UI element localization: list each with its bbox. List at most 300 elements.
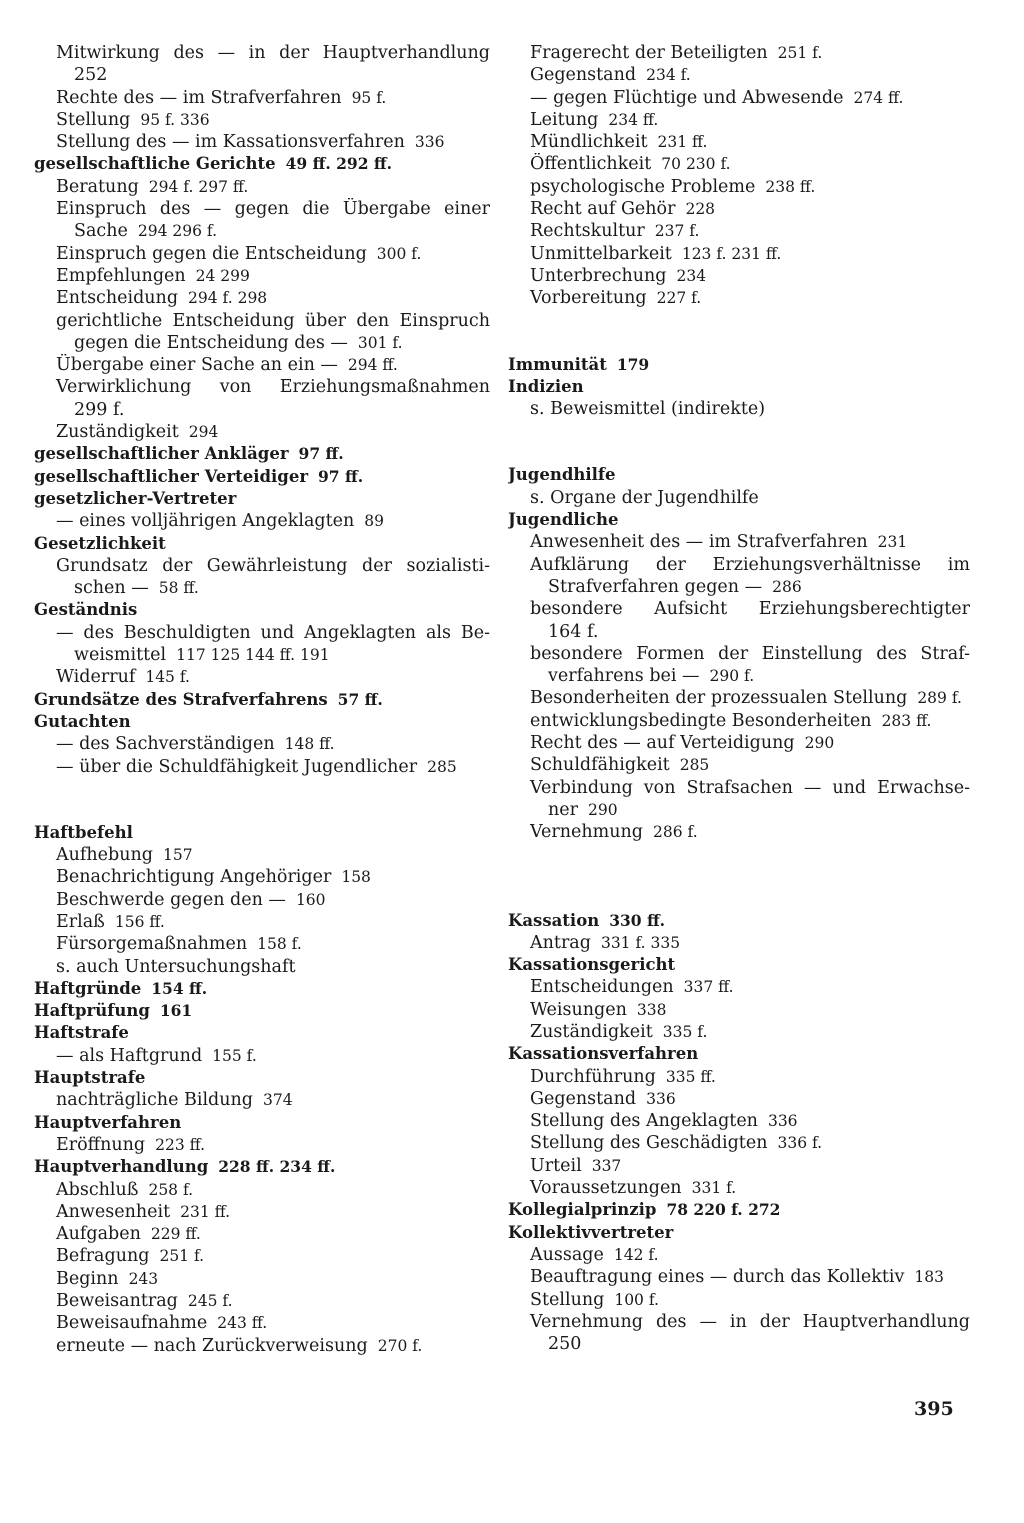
index-subentry	[34, 131, 490, 153]
index-subentry	[34, 421, 490, 443]
index-subentry	[34, 911, 490, 933]
page-reference: 294 f. 298	[188, 289, 268, 308]
page-reference: 290	[588, 800, 618, 819]
index-continuation	[34, 399, 490, 421]
index-subentry	[34, 109, 490, 131]
page-reference: 89	[364, 512, 384, 531]
page-reference: 286 f.	[653, 823, 698, 842]
entry-text: s. Beweismittel (indirekte)	[530, 399, 766, 420]
page-reference: 331 f.	[691, 1179, 737, 1198]
index-subentry	[508, 243, 970, 265]
page-reference: 158	[341, 868, 371, 887]
index-heading	[34, 822, 490, 844]
entry-text: gesetzlicher-Vertreter	[34, 488, 237, 508]
page-reference: 161	[159, 1001, 193, 1021]
entry-text: Beweisaufnahme	[56, 1313, 208, 1334]
page-reference: 238 ff.	[765, 177, 816, 196]
index-subentry	[34, 956, 490, 978]
entry-text: Schuldfähigkeit	[530, 755, 670, 776]
entry-text: gesellschaftlicher Verteidiger	[34, 466, 309, 486]
page-reference: 243	[128, 1269, 159, 1288]
index-subentry	[34, 733, 490, 755]
entry-text: — des Beschuldigten und Angeklagten als Be-	[56, 622, 490, 643]
page-reference: 223 ff.	[155, 1135, 206, 1154]
page-reference: 145 f.	[145, 668, 190, 687]
index-subentry	[34, 889, 490, 911]
entry-text: Gegenstand	[530, 1088, 637, 1109]
page-reference: 251 f.	[159, 1247, 205, 1266]
entry-text: Eröffnung	[56, 1134, 146, 1155]
index-subentry	[34, 1335, 490, 1357]
entry-text: Aufhebung	[56, 845, 153, 866]
entry-text: Kollegialprinzip	[508, 1200, 657, 1220]
page-reference: 231 ff.	[180, 1202, 231, 1221]
index-subentry	[34, 622, 490, 644]
index-heading	[34, 1156, 490, 1178]
entry-text: Gegenstand	[530, 65, 637, 86]
index-subentry	[508, 1244, 970, 1266]
entry-text: Zuständigkeit	[530, 1021, 653, 1042]
section-gap	[508, 310, 970, 332]
page-reference: 95 f. 336	[140, 110, 210, 129]
entry-text: Erlaß	[56, 911, 105, 932]
page-reference: 258 f.	[148, 1180, 194, 1199]
index-subentry	[508, 821, 970, 843]
entry-text: Entscheidung	[56, 288, 179, 309]
entry-text: Fürsorgemaßnahmen	[56, 934, 248, 955]
entry-text: gerichtliche Entscheidung über den Einspruch	[56, 310, 490, 331]
section-gap	[34, 800, 490, 822]
entry-text: Stellung	[530, 1289, 605, 1310]
index-subentry	[34, 1268, 490, 1290]
entry-text: Beauftragung eines — durch das Kollektiv	[530, 1267, 905, 1288]
index-heading	[34, 599, 490, 621]
index-subentry	[34, 1134, 490, 1156]
index-continuation	[508, 799, 970, 821]
index-subentry	[508, 198, 970, 220]
page-reference: 100 f.	[614, 1290, 659, 1309]
index-subentry	[34, 933, 490, 955]
index-subentry	[508, 1266, 970, 1288]
index-subentry	[508, 1021, 970, 1043]
entry-text: Vorbereitung	[530, 288, 647, 309]
index-subentry	[508, 643, 970, 665]
entry-text: weismittel	[74, 645, 167, 666]
entry-text: Einspruch des — gegen die Übergabe einer	[56, 199, 490, 220]
index-subentry	[508, 131, 970, 153]
entry-text: entwicklungsbedingte Besonderheiten	[530, 710, 872, 731]
entry-text: Grundsätze des Strafverfahrens	[34, 689, 328, 709]
entry-text: gegen die Entscheidung des —	[74, 332, 348, 353]
index-subentry	[34, 1179, 490, 1201]
index-subentry	[508, 732, 970, 754]
page-reference: 70 230 f.	[661, 155, 731, 174]
index-continuation	[34, 644, 490, 666]
index-column-left	[34, 42, 490, 1357]
index-continuation	[34, 577, 490, 599]
page-reference: 270 f.	[377, 1336, 423, 1355]
entry-text: Anwesenheit	[56, 1201, 171, 1222]
page-reference: 336	[767, 1112, 798, 1131]
page-reference: 336	[414, 133, 445, 152]
page-number: 395	[914, 1398, 954, 1420]
index-subentry	[34, 844, 490, 866]
index-subentry	[508, 777, 970, 799]
index-subentry	[34, 510, 490, 532]
entry-text: Unterbrechung	[530, 265, 667, 286]
index-heading	[508, 1222, 970, 1244]
page-reference: 294 f. 297 ff.	[148, 177, 249, 196]
entry-text: Kassation	[508, 910, 600, 930]
index-continuation	[34, 332, 490, 354]
index-subentry	[34, 265, 490, 287]
entry-text: Kassationsverfahren	[508, 1044, 699, 1064]
index-subentry	[508, 153, 970, 175]
entry-text: Durchführung	[530, 1066, 656, 1087]
index-heading	[34, 1067, 490, 1089]
page-reference: 245 f.	[187, 1292, 233, 1311]
index-heading	[34, 153, 490, 175]
page-reference: 336 f.	[777, 1134, 823, 1153]
index-continuation	[508, 576, 970, 598]
index-subentry	[34, 1201, 490, 1223]
entry-text: Recht des — auf Verteidigung	[530, 733, 795, 754]
page-reference: 374	[263, 1091, 293, 1110]
entry-text: Haftstrafe	[34, 1023, 129, 1043]
entry-text: Gesetzlichkeit	[34, 533, 166, 553]
index-subentry	[508, 398, 970, 420]
index-subentry	[508, 176, 970, 198]
entry-text: — gegen Flüchtige und Abwesende	[530, 87, 844, 108]
entry-text: Hauptverfahren	[34, 1112, 182, 1132]
entry-text: Jugendhilfe	[508, 465, 616, 485]
page-reference: 234	[676, 266, 707, 285]
entry-text: — des Sachverständigen	[56, 734, 275, 755]
entry-text: besondere Aufsicht Erziehungsberechtigter	[530, 599, 970, 620]
entry-text: Stellung des Angeklagten	[530, 1111, 758, 1132]
entry-text: Befragung	[56, 1246, 150, 1267]
entry-text: Beweisantrag	[56, 1291, 178, 1312]
page-reference: 294 296 f.	[137, 222, 217, 241]
entry-text: gesellschaftlicher Ankläger	[34, 444, 289, 464]
entry-text: Beginn	[56, 1268, 119, 1289]
entry-text: Aussage	[530, 1244, 604, 1265]
page-reference: 286	[772, 577, 802, 596]
index-subentry	[508, 1311, 970, 1333]
entry-text: schen —	[74, 578, 149, 599]
entry-text: Rechte des — im Strafverfahren	[56, 87, 342, 108]
entry-text: Mündlichkeit	[530, 132, 648, 153]
entry-text: Haftbefehl	[34, 822, 133, 842]
section-gap	[508, 888, 970, 910]
entry-text: Jugendliche	[508, 510, 619, 530]
index-subentry	[508, 1289, 970, 1311]
entry-text: Vernehmung	[530, 822, 643, 843]
entry-text: Verbindung von Strafsachen — und Erwachse-	[530, 777, 970, 798]
page-reference: 337	[591, 1156, 622, 1175]
index-subentry	[508, 999, 970, 1021]
entry-text: Stellung des Geschädigten	[530, 1133, 768, 1154]
page-reference: 78 220 f. 272	[666, 1200, 781, 1220]
entry-text: ner	[548, 799, 578, 820]
entry-text: Einspruch gegen die Entscheidung	[56, 243, 367, 264]
index-continuation	[508, 621, 970, 643]
page-reference: 155 f.	[212, 1046, 257, 1065]
page-reference: 335 ff.	[665, 1067, 716, 1086]
page-reference: 95 f.	[351, 88, 387, 107]
page-reference: 58 ff.	[158, 579, 199, 598]
index-subentry	[34, 1223, 490, 1245]
entry-text: Entscheidungen	[530, 977, 674, 998]
entry-text: Haftprüfung	[34, 1001, 150, 1021]
entry-text: Grundsatz der Gewährleistung der sozialisti-	[56, 555, 490, 576]
entry-text: 250	[548, 1334, 582, 1355]
index-continuation	[34, 64, 490, 86]
index-subentry	[508, 554, 970, 576]
page-reference: 237 f.	[654, 222, 700, 241]
page-reference: 337 ff.	[683, 978, 734, 997]
index-subentry	[508, 1088, 970, 1110]
page-reference: 97 ff.	[318, 466, 364, 486]
index-subentry	[508, 1066, 970, 1088]
entry-text: Aufgaben	[56, 1224, 141, 1245]
entry-text: — eines volljährigen Angeklagten	[56, 511, 355, 532]
entry-text: gesellschaftliche Gerichte	[34, 154, 276, 174]
index-heading	[508, 376, 970, 398]
entry-text: Voraussetzungen	[530, 1178, 682, 1199]
index-heading	[508, 354, 970, 376]
page-reference: 148 ff.	[284, 735, 335, 754]
entry-text: Gutachten	[34, 711, 131, 731]
entry-text: Widerruf	[56, 667, 136, 688]
section-gap	[508, 844, 970, 866]
index-subentry	[508, 1177, 970, 1199]
page-reference: 142 f.	[613, 1245, 659, 1264]
page-reference: 330 ff.	[609, 910, 666, 930]
entry-text: Anwesenheit des — im Strafverfahren	[530, 532, 868, 553]
entry-text: Urteil	[530, 1155, 582, 1176]
index-subentry	[34, 666, 490, 688]
entry-text: Weisungen	[530, 999, 627, 1020]
page-reference: 251 f.	[777, 44, 823, 62]
entry-text: Vernehmung des — in der Hauptverhandlung	[530, 1311, 970, 1332]
index-subentry	[508, 976, 970, 998]
entry-text: s. Organe der Jugendhilfe	[530, 487, 759, 508]
section-gap	[508, 442, 970, 464]
page-reference: 234 f.	[646, 66, 691, 85]
index-subentry	[34, 866, 490, 888]
index-heading	[508, 1199, 970, 1221]
page-reference: 57 ff.	[337, 689, 383, 709]
index-subentry	[34, 176, 490, 198]
index-heading	[508, 910, 970, 932]
index-heading	[34, 533, 490, 555]
index-subentry	[508, 710, 970, 732]
entry-text: Antrag	[530, 932, 591, 953]
page-reference: 331 f. 335	[600, 933, 681, 952]
section-gap	[508, 332, 970, 354]
page-reference: 285	[427, 757, 457, 776]
page-reference: 158 f.	[257, 935, 302, 954]
entry-text: Stellung des — im Kassationsverfahren	[56, 132, 405, 153]
index-subentry	[34, 198, 490, 220]
index-subentry	[508, 42, 970, 64]
index-heading	[34, 488, 490, 510]
page-reference: 283 ff.	[881, 711, 932, 730]
page-reference: 338	[636, 1000, 667, 1019]
entry-text: Mitwirkung des — in der Hauptverhandlung	[56, 43, 490, 63]
index-subentry	[34, 756, 490, 778]
entry-text: Geständnis	[34, 600, 138, 620]
index-heading	[508, 509, 970, 531]
page-reference: 228 ff. 234 ff.	[218, 1157, 336, 1177]
index-subentry	[34, 354, 490, 376]
entry-text: Kassationsgericht	[508, 955, 676, 975]
entry-text: Strafverfahren gegen —	[548, 576, 763, 597]
page-reference: 231	[877, 533, 908, 552]
page-reference: 179	[616, 354, 650, 374]
page-reference: 228	[685, 200, 716, 219]
section-gap	[34, 778, 490, 800]
page-reference: 336	[646, 1089, 676, 1108]
page-reference: 335 f.	[662, 1022, 708, 1041]
page-reference: 243 ff.	[217, 1314, 268, 1333]
entry-text: Besonderheiten der prozessualen Stellung	[530, 688, 908, 709]
index-heading	[34, 711, 490, 733]
page-reference: 49 ff. 292 ff.	[285, 154, 392, 174]
entry-text: Zuständigkeit	[56, 422, 179, 443]
page-reference: 294 ff.	[347, 356, 398, 375]
entry-text: verfahrens bei —	[548, 666, 700, 687]
index-continuation	[34, 220, 490, 242]
index-column-right	[508, 42, 970, 1355]
index-heading	[508, 954, 970, 976]
entry-text: 252	[74, 65, 108, 86]
entry-text: Beratung	[56, 176, 139, 197]
index-continuation	[508, 1333, 970, 1355]
page-reference: 290 f.	[709, 667, 755, 686]
page-reference: 117 125 144 ff. 191	[176, 646, 330, 665]
entry-text: s. auch Untersuchungshaft	[56, 956, 296, 977]
page-reference: 300 f.	[376, 244, 422, 263]
page-reference: 157	[162, 846, 193, 865]
page-reference: 294	[188, 423, 219, 442]
index-subentry	[508, 754, 970, 776]
entry-text: Stellung	[56, 109, 131, 130]
index-subentry	[508, 87, 970, 109]
page-reference: 301 f.	[357, 333, 403, 352]
entry-text: erneute — nach Zurückverweisung	[56, 1335, 368, 1356]
entry-text: Beschwerde gegen den —	[56, 889, 286, 910]
index-subentry	[34, 1045, 490, 1067]
index-heading	[34, 978, 490, 1000]
index-subentry	[508, 1110, 970, 1132]
entry-text: Aufklärung der Erziehungsverhältnisse im	[530, 554, 970, 575]
page-reference: 154 ff.	[151, 978, 208, 998]
page-reference: 290	[804, 734, 835, 753]
entry-text: Öffentlichkeit	[530, 154, 652, 175]
page-reference: 97 ff.	[298, 444, 344, 464]
entry-text: Unmittelbarkeit	[530, 243, 672, 264]
entry-text: besondere Formen der Einstellung des Straf-	[530, 643, 970, 664]
page-reference: 156 ff.	[114, 912, 165, 931]
entry-text: Hauptverhandlung	[34, 1157, 209, 1177]
index-subentry	[508, 932, 970, 954]
entry-text: Verwirklichung von Erziehungsmaßnahmen	[56, 377, 490, 398]
index-subentry	[508, 598, 970, 620]
entry-text: 299 f.	[74, 399, 125, 420]
index-subentry	[34, 555, 490, 577]
page-reference: 231 ff.	[657, 133, 708, 152]
entry-text: Leitung	[530, 109, 599, 130]
index-subentry	[34, 287, 490, 309]
index-subentry	[34, 243, 490, 265]
entry-text: Rechtskultur	[530, 221, 645, 242]
index-heading	[34, 443, 490, 465]
section-gap	[508, 420, 970, 442]
index-subentry	[508, 265, 970, 287]
index-subentry	[34, 42, 490, 64]
entry-text: psychologische Probleme	[530, 176, 756, 197]
section-gap	[508, 866, 970, 888]
entry-text: Kollektivvertreter	[508, 1222, 674, 1242]
entry-text: Abschluß	[56, 1179, 139, 1200]
index-subentry	[34, 1290, 490, 1312]
index-subentry	[34, 1245, 490, 1267]
page-reference: 123 f. 231 ff.	[681, 244, 782, 263]
page-reference: 274 ff.	[853, 88, 904, 107]
entry-text: Sache	[74, 221, 128, 242]
entry-text: Indizien	[508, 376, 584, 396]
index-heading	[34, 1022, 490, 1044]
index-heading	[34, 689, 490, 711]
entry-text: Hauptstrafe	[34, 1068, 146, 1088]
index-subentry	[34, 1089, 490, 1111]
index-subentry	[508, 1132, 970, 1154]
page-reference: 289 f.	[917, 689, 962, 708]
page-reference: 24 299	[195, 266, 250, 285]
page-reference: 234 ff.	[608, 110, 659, 129]
index-heading	[34, 466, 490, 488]
entry-text: Übergabe einer Sache an ein —	[56, 355, 338, 376]
index-subentry	[34, 1312, 490, 1334]
page-reference: 227 f.	[656, 289, 702, 308]
index-subentry	[508, 1155, 970, 1177]
entry-text: Immunität	[508, 354, 607, 374]
entry-text: Fragerecht der Beteiligten	[530, 43, 768, 63]
page-reference: 285	[679, 756, 710, 775]
entry-text: — über die Schuldfähigkeit Jugendlicher	[56, 756, 418, 777]
index-subentry	[508, 109, 970, 131]
entry-text: Benachrichtigung Angehöriger	[56, 867, 332, 888]
index-subentry	[508, 687, 970, 709]
index-subentry	[508, 531, 970, 553]
index-heading	[508, 464, 970, 486]
page-reference: 183	[914, 1268, 944, 1287]
index-heading	[34, 1000, 490, 1022]
entry-text: 164 f.	[548, 621, 599, 642]
index-subentry	[508, 287, 970, 309]
page-reference: 229 ff.	[150, 1225, 201, 1244]
entry-text: — als Haftgrund	[56, 1045, 203, 1066]
index-subentry	[508, 64, 970, 86]
index-continuation	[508, 665, 970, 687]
index-subentry	[508, 487, 970, 509]
entry-text: Haftgründe	[34, 978, 142, 998]
index-heading	[34, 1112, 490, 1134]
index-subentry	[34, 87, 490, 109]
entry-text: nachträgliche Bildung	[56, 1090, 253, 1111]
